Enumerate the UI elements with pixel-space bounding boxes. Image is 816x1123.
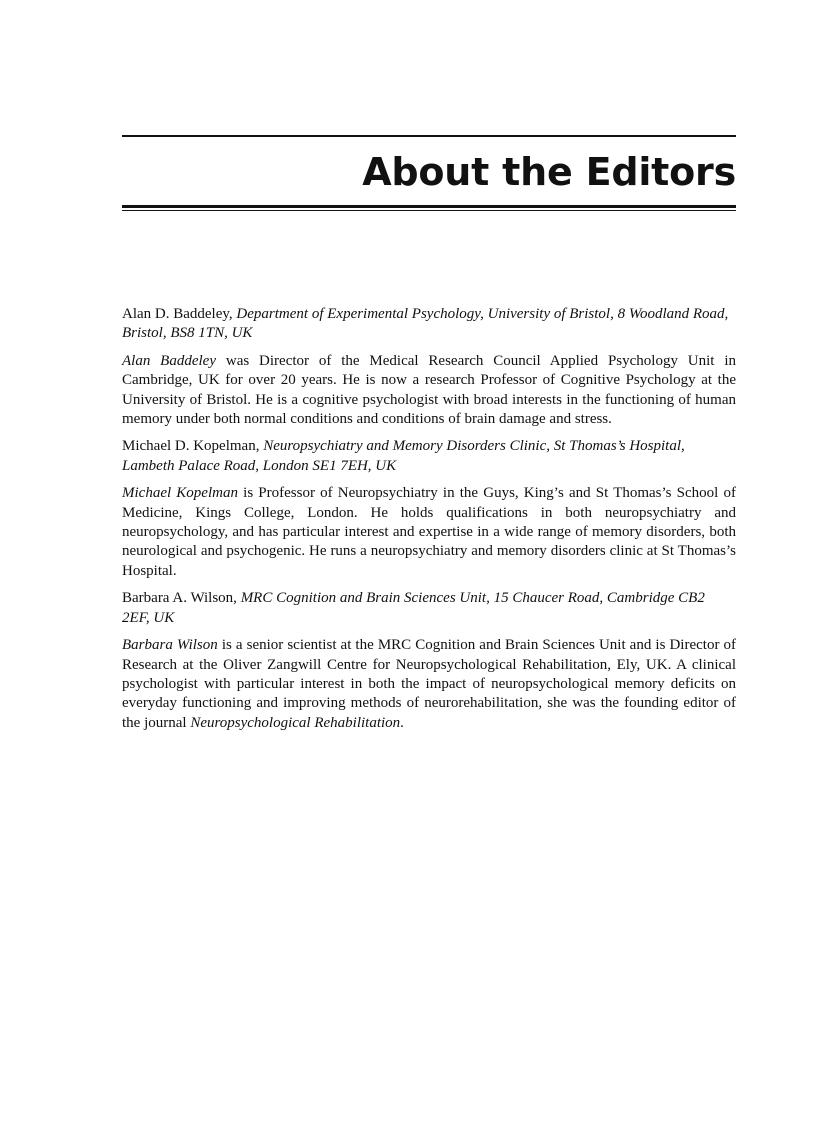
editor-name: Michael D. Kopelman, bbox=[122, 438, 260, 455]
editor-bio-wilson bbox=[122, 636, 736, 733]
editor-bio-name: Barbara Wilson bbox=[122, 637, 218, 654]
editor-bio-baddeley bbox=[122, 352, 736, 430]
editor-affiliation-wilson bbox=[122, 589, 736, 628]
journal-title: Neuropsychological Rehabilitation bbox=[190, 714, 401, 731]
editor-affiliation-text: Department of Experimental Psychology, University of Bristol, 8 Woodland Road, Bristol, BS8 1TN, UK bbox=[122, 306, 729, 342]
editor-bio-text: is Professor of Neuropsychiatry in the Guys, King’s and St Thomas’s School of Medicine, Kings College, London. He holds qualifications in both neuropsychiatry and neuropsychology, and has particular interest and expertise in a wide range of memory disorders, both neurological and psychogenic. He runs a neuropsychiatry and memory disorders clinic at St Thomas’s Hospital. bbox=[122, 485, 737, 579]
editor-bio-text: was Director of the Medical Research Council Applied Psychology Unit in Cambridge, UK for over 20 years. He is now a research Professor of Cognitive Psychology at the University of Bristol. He is a cognitive psychologist with broad interests in the functioning of human memory under both normal conditions and conditions of brain damage and stress. bbox=[122, 352, 736, 428]
editor-affiliation-baddeley bbox=[122, 305, 736, 344]
editor-bio-text: is a senior scientist at the MRC Cognition and Brain Sciences Unit and is Director of Research at the Oliver Zangwill Centre for Neuropsychological Rehabilitation, Ely, UK. A clinical psychologist with particular interest in both the impact of neuropsychological memory deficits on everyday functioning and improving methods of neurorehabilitation, she was the founding editor of the journal bbox=[122, 637, 736, 731]
header-rule-top bbox=[122, 135, 736, 137]
editor-name: Barbara A. Wilson, bbox=[122, 590, 237, 607]
editor-name: Alan D. Baddeley, bbox=[122, 306, 233, 322]
editor-affiliation-text: MRC Cognition and Brain Sciences Unit, 15 Chaucer Road, Cambridge CB2 2EF, UK bbox=[122, 590, 705, 626]
editor-affiliation-text: Neuropsychiatry and Memory Disorders Clinic, St Thomas’s Hospital, Lambeth Palace Road, London SE1 7EH, UK bbox=[122, 438, 685, 474]
editor-bio-name: Michael Kopelman bbox=[122, 485, 238, 502]
editor-bio-end: . bbox=[400, 714, 404, 731]
editor-bio-name: Alan Baddeley bbox=[122, 352, 216, 369]
editors-list bbox=[122, 305, 736, 741]
chapter-title: About the Editors bbox=[362, 150, 736, 194]
header-rule-bottom-thin bbox=[122, 210, 736, 211]
editor-bio-kopelman bbox=[122, 484, 736, 581]
editor-affiliation-kopelman bbox=[122, 437, 736, 476]
header-rule-bottom-thick bbox=[122, 205, 736, 208]
